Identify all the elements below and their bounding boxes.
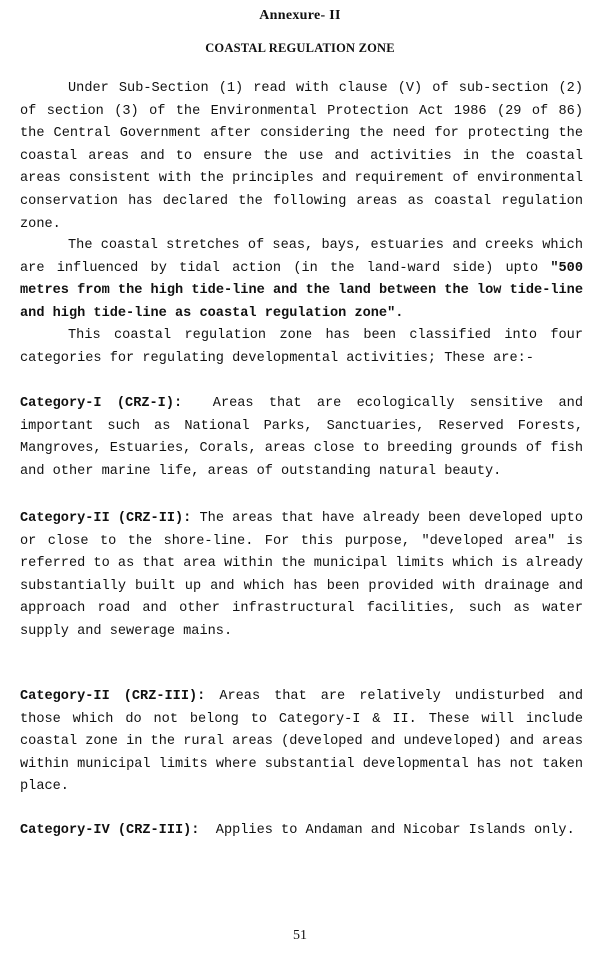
- category-3-paragraph: [20, 686, 583, 799]
- coastal-stretches-bold-text: "500 metres from the high tide-line and the land between the low tide-line and high tide-line as coastal regulation zone".: [20, 260, 583, 321]
- page-number: 51: [293, 928, 307, 943]
- category-2-text: The areas that have already been developed upto or close to the shore-line. For this purpose, "developed area" is referred to as that area within the municipal limits which is already substantially built up and which has been provided with drainage and approach road and other infrastructural facilities, such as water supply and sewerage mains.: [20, 511, 583, 639]
- category-4-label: Category-IV (CRZ-III):: [20, 823, 200, 838]
- intro-paragraph: Under Sub-Section (1) read with clause (V) of sub-section (2) of section (3) of the Environmental Protection Act 1986 (29 of 86) the Central Government after considering the need for protecting the coastal areas and to ensure the use and activities in the coastal areas consistent with the principles and requirement of environmental conservation has declared the following areas as coastal regulation zone.: [20, 81, 583, 232]
- annexure-heading: Annexure- II: [259, 8, 341, 23]
- category-3-text: Areas that are relatively undisturbed and those which do not belong to Category-I & II. These will include coastal zone in the rural areas (developed and undeveloped) and areas within municipal limits where substantial developmental has not taken place.: [20, 689, 583, 795]
- category-1-text: Areas that are ecologically sensitive and important such as National Parks, Sanctuaries, Reserved Forests, Mangroves, Estuaries, Corals, areas close to breeding grounds of fish and other marine life, areas of outstanding natural beauty.: [20, 396, 583, 479]
- category-4-text: Applies to Andaman and Nicobar Islands only.: [215, 823, 575, 838]
- coastal-stretches-text: The coastal stretches of seas, bays, estuaries and creeks which are influenced by tidal action (in the land-ward side) upto: [20, 238, 583, 276]
- category-1-paragraph: [20, 393, 583, 483]
- coastal-stretches-paragraph: [20, 235, 583, 325]
- category-4-paragraph: [20, 820, 583, 843]
- category-1-label: Category-I (CRZ-I):: [20, 396, 183, 411]
- category-2-paragraph: [20, 508, 583, 644]
- page-title: COASTAL REGULATION ZONE: [205, 41, 395, 55]
- category-2-label: Category-II (CRZ-II):: [20, 511, 192, 526]
- category-3-label: Category-II (CRZ-III):: [20, 689, 206, 704]
- classification-paragraph: This coastal regulation zone has been classified into four categories for regulating developmental activities; These are:-: [20, 328, 583, 366]
